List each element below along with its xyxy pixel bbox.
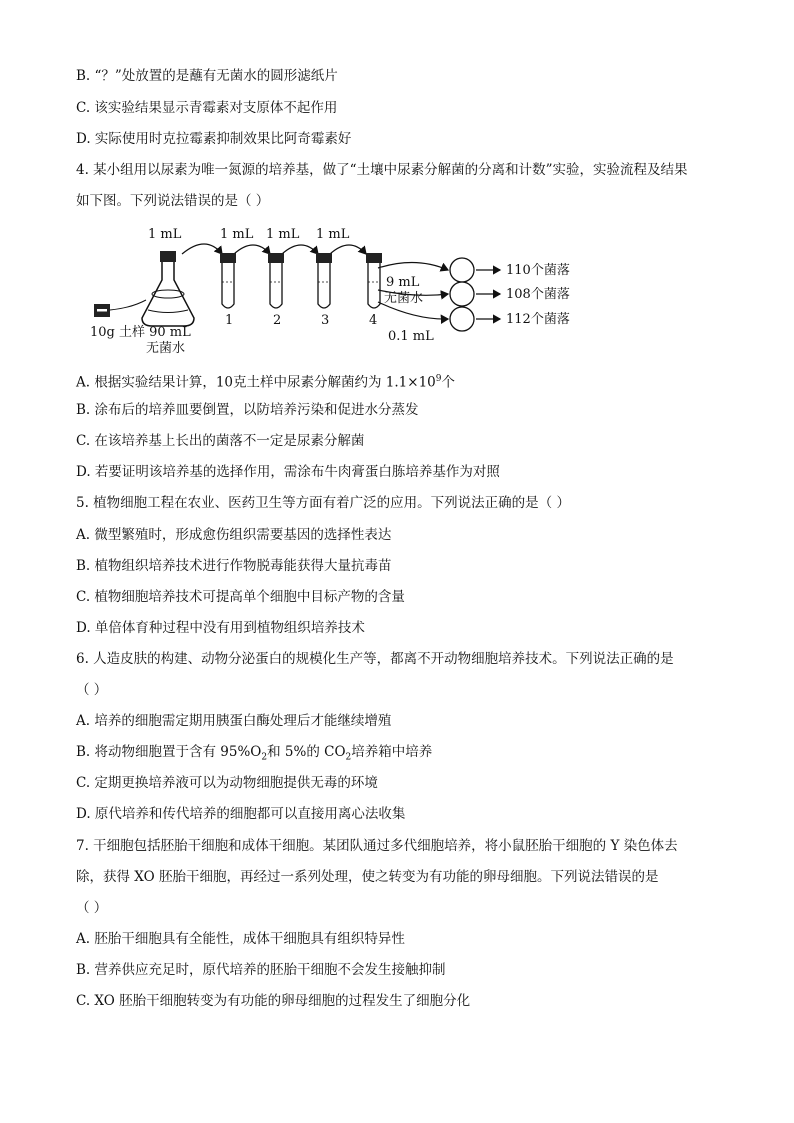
q6-stem-line1: 6. 人造皮肤的构建、动物分泌蛋白的规模化生产等，都离不开动物细胞培养技术。下列说法正确的是 (76, 651, 674, 667)
q7-stem-line2: 除，获得 XO 胚胎干细胞，再经过一系列处理，使之转变为有功能的卵母细胞。下列说法错误的是 (76, 869, 659, 885)
q7-option-c: C. XO 胚胎干细胞转变为有功能的卵母细胞的过程发生了细胞分化 (76, 993, 471, 1009)
q7-option-b: B. 营养供应充足时，原代培养的胚胎干细胞不会发生接触抑制 (76, 962, 446, 978)
q5-stem: 5. 植物细胞工程在农业、医药卫生等方面有着广泛的应用。下列说法正确的是（ ） (76, 495, 570, 511)
soil-water-label: 无菌水 (146, 341, 186, 356)
petri-dish-1-icon (450, 258, 474, 282)
tube-water-volume: 9 mL (386, 275, 420, 290)
q5-option-c: C. 植物细胞培养技术可提高单个细胞中目标产物的含量 (76, 589, 405, 605)
q3-option-d: D. 实际使用时克拉霉素抑制效果比阿奇霉素好 (76, 131, 352, 147)
q5-option-d: D. 单倍体育种过程中没有用到植物组织培养技术 (76, 620, 365, 636)
q7-stem-line3: （ ） (76, 900, 108, 916)
q7-option-a: A. 胚胎干细胞具有全能性，成体干细胞具有组织特异性 (76, 931, 405, 947)
q4-stem-line2: 如下图。下列说法错误的是（ ） (76, 193, 270, 209)
conical-flask-icon (142, 251, 194, 326)
colony-count-3: 112个菌落 (506, 312, 570, 327)
q6-option-a: A. 培养的细胞需定期用胰蛋白酶处理后才能继续增殖 (76, 713, 392, 729)
q6-option-c: C. 定期更换培养液可以为动物细胞提供无毒的环境 (76, 775, 378, 791)
q5-option-a: A. 微型繁殖时，形成愈伤组织需要基因的选择性表达 (76, 527, 392, 543)
test-tube-3-icon (316, 253, 332, 308)
q4-option-a: A. 根据实验结果计算，10克土样中尿素分解菌约为 $1.1\times 10^9$个 (76, 374, 455, 391)
colony-count-1: 110个菌落 (506, 263, 570, 278)
q4-option-d: D. 若要证明该培养基的选择作用，需涂布牛肉膏蛋白胨培养基作为对照 (76, 464, 500, 480)
soil-sample-icon (94, 300, 146, 317)
colony-count-2: 108个菌落 (506, 287, 570, 302)
q4-option-b: B. 涂布后的培养皿要倒置，以防培养污染和促进水分蒸发 (76, 402, 419, 418)
test-tube-1-icon (220, 253, 236, 308)
dilution-diagram (86, 222, 616, 360)
test-tube-2-icon (268, 253, 284, 308)
tube-number-2: 2 (273, 313, 282, 328)
tube-number-1: 1 (225, 313, 234, 328)
tube-water-label: 无菌水 (384, 291, 424, 306)
transfer-label-1: 1 mL (148, 227, 182, 242)
q6-option-b: B. 将动物细胞置于含有 $95\%O_2$和 5%的 $CO_2$培养箱中培养 (76, 744, 433, 763)
q4-stem-line1: 4. 某小组用以尿素为唯一氮源的培养基，做了“土壤中尿素分解菌的分离和计数”实验，实验流程及结果 (76, 162, 688, 178)
test-tube-4-icon (366, 253, 382, 308)
petri-dish-2-icon (450, 282, 474, 306)
petri-dish-3-icon (450, 307, 474, 331)
q4-option-c: C. 在该培养基上长出的菌落不一定是尿素分解菌 (76, 433, 365, 449)
plating-volume: 0.1 mL (388, 329, 434, 344)
q3-option-b: B. “？”处放置的是蘸有无菌水的圆形滤纸片 (76, 68, 338, 84)
soil-sample-label: 10g 土样 90 mL (90, 325, 191, 340)
tube-number-3: 3 (321, 313, 330, 328)
q6-option-d: D. 原代培养和传代培养的细胞都可以直接用离心法收集 (76, 806, 406, 822)
q3-option-c: C. 该实验结果显示青霉素对支原体不起作用 (76, 100, 338, 116)
transfer-label-4: 1 mL (316, 227, 350, 242)
transfer-label-3: 1 mL (266, 227, 300, 242)
transfer-label-2: 1 mL (220, 227, 254, 242)
q5-option-b: B. 植物组织培养技术进行作物脱毒能获得大量抗毒苗 (76, 558, 392, 574)
q6-stem-line2: （ ） (76, 682, 108, 698)
q7-stem-line1: 7. 干细胞包括胚胎干细胞和成体干细胞。某团队通过多代细胞培养，将小鼠胚胎干细胞的 Y 染色体去 (76, 838, 678, 854)
tube-number-4: 4 (369, 313, 378, 328)
